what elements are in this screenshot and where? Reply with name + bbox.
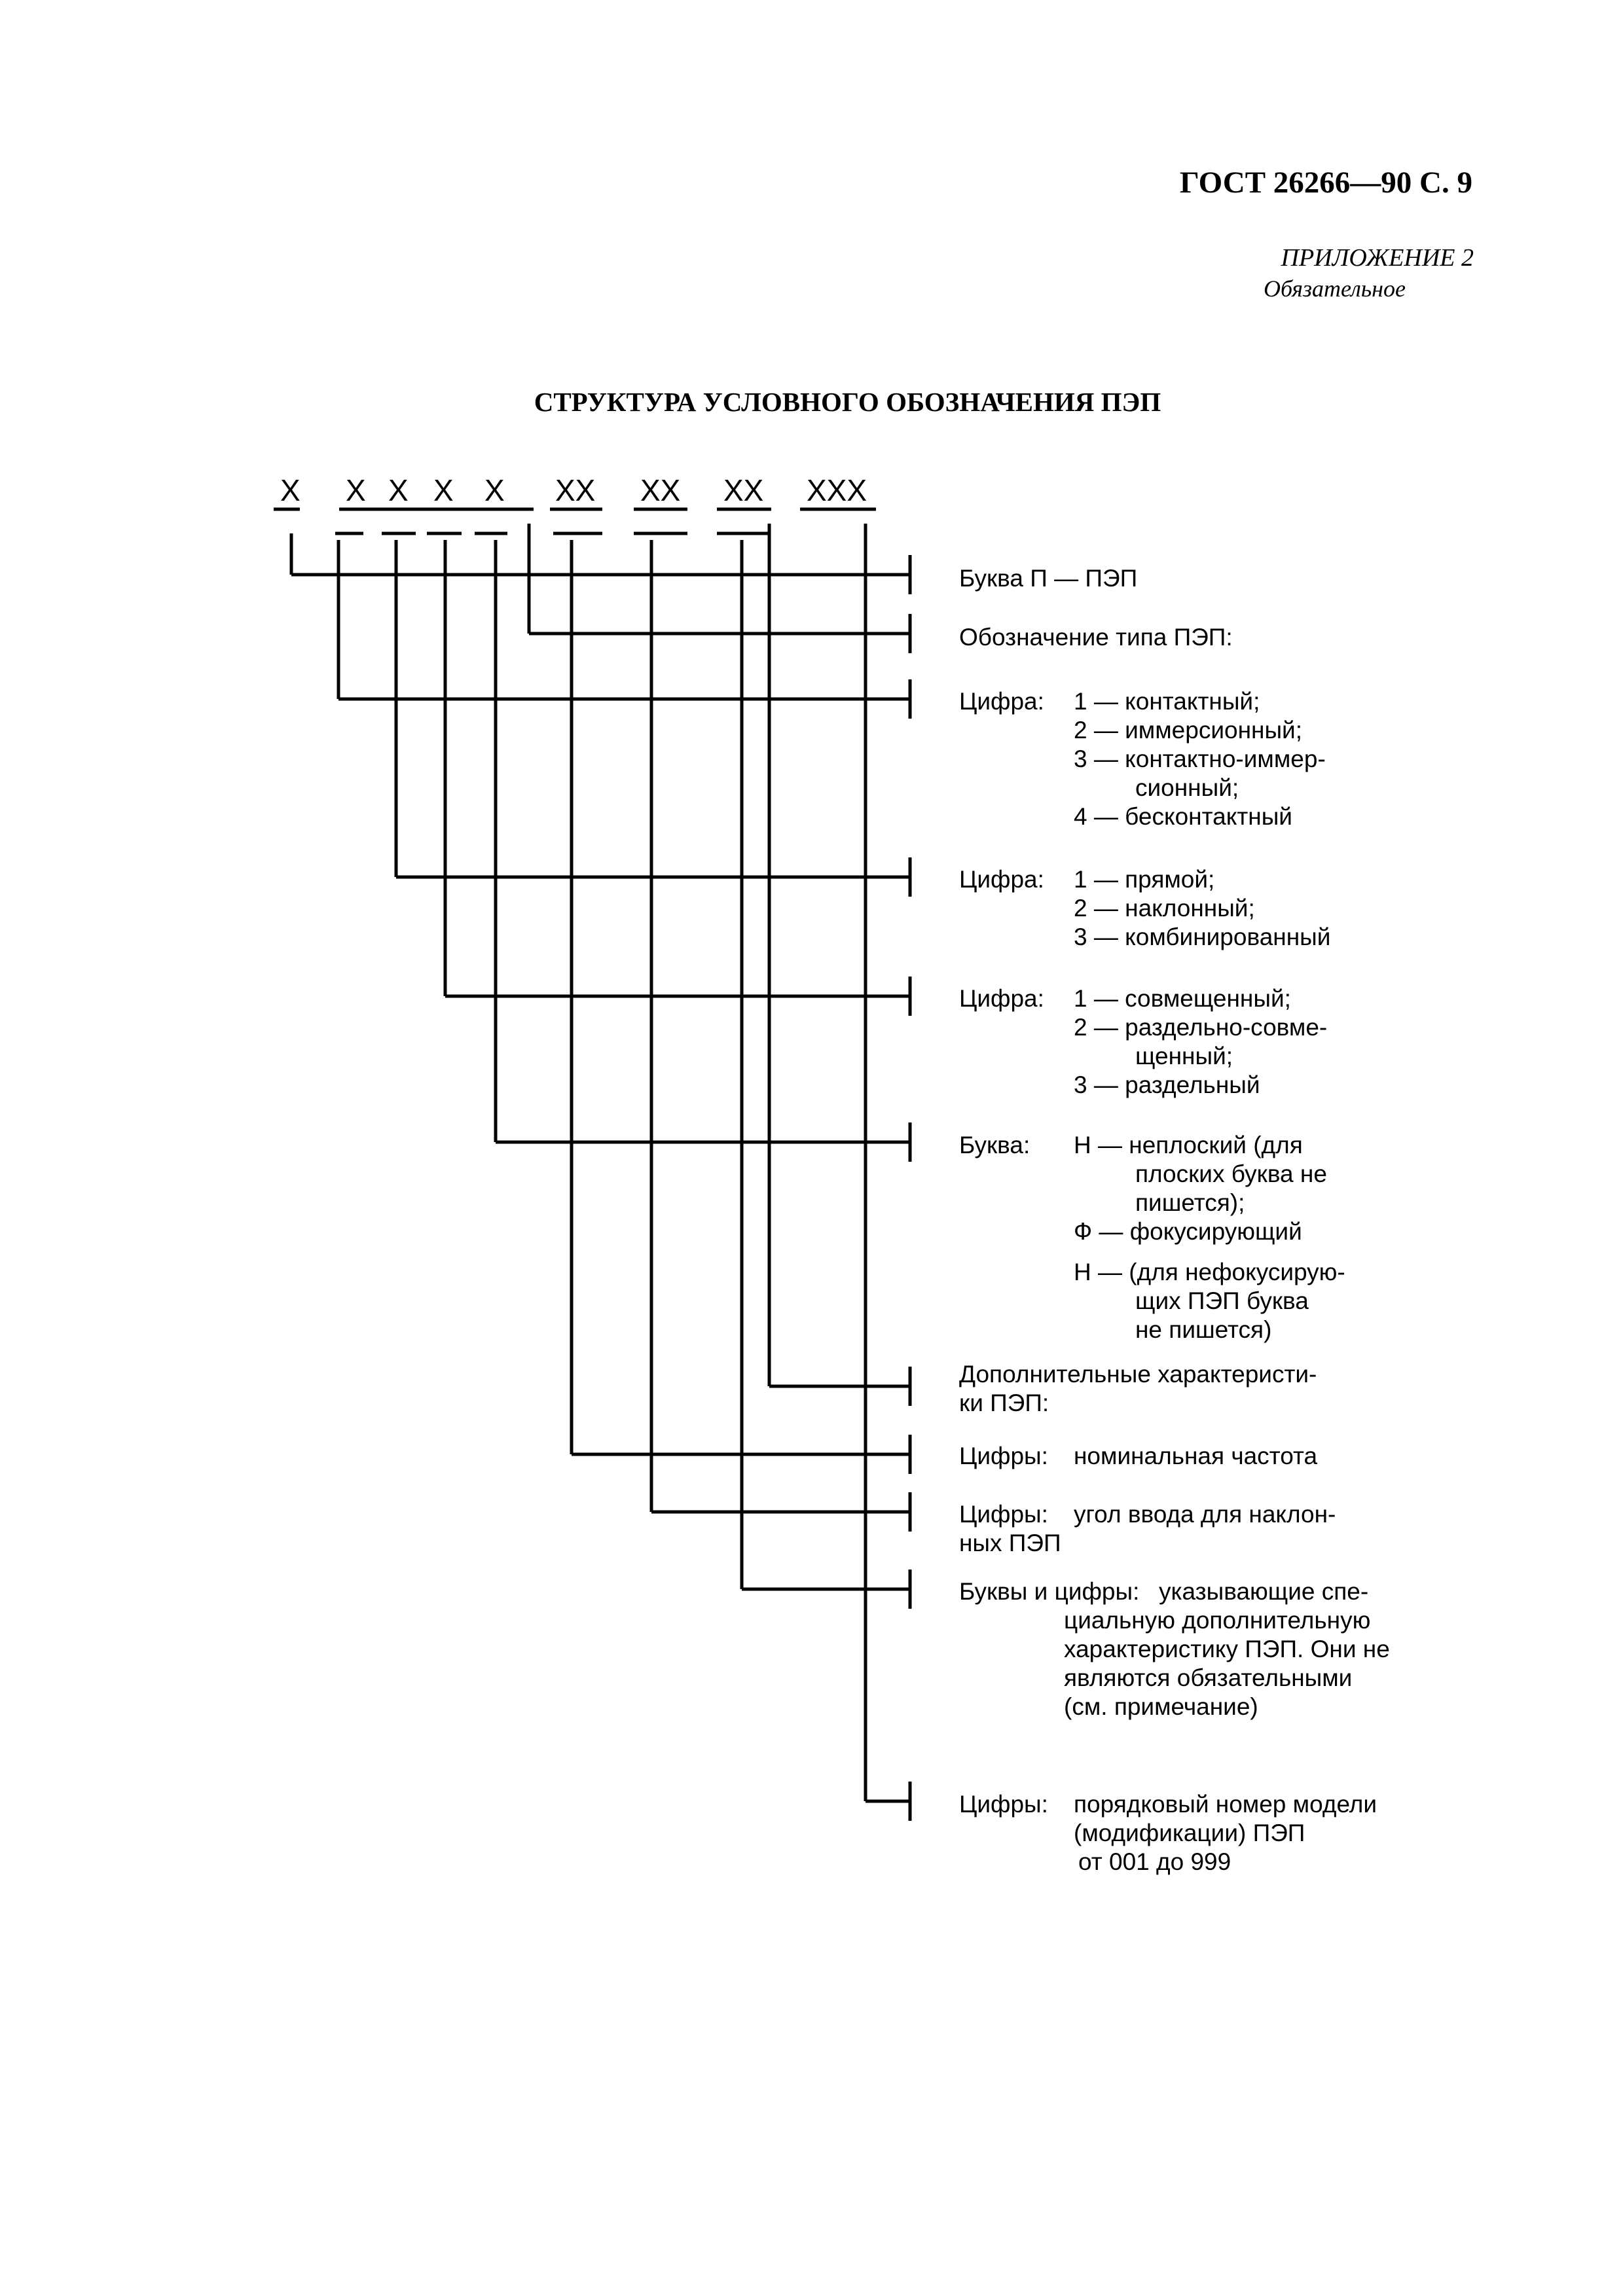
entry-text-line: Н — (для нефокусирую-	[1074, 1259, 1345, 1285]
entry-text-line: номинальная частота	[1074, 1443, 1318, 1469]
entry-text-line: плоских буква не	[1135, 1160, 1327, 1187]
entry-text-line: указывающие спе-	[1159, 1578, 1369, 1605]
entry-text-line: 1 — прямой;	[1074, 866, 1215, 893]
entry-text-line: от 001 до 999	[1078, 1848, 1231, 1875]
entry-text-line: Ф — фокусирующий	[1074, 1218, 1302, 1245]
entry-text-line: Обозначение типа ПЭП:	[959, 624, 1233, 651]
entry-text-line: 3 — раздельный	[1074, 1071, 1260, 1098]
entry-label: Цифры:	[959, 1791, 1048, 1818]
entry-text-line: характеристику ПЭП. Они не	[1064, 1636, 1390, 1662]
entry-text-line: ки ПЭП:	[959, 1390, 1049, 1416]
entry-text-line: 2 — иммерсионный;	[1074, 717, 1302, 744]
code-char: Х	[280, 473, 301, 507]
standard-page-header: ГОСТ 26266—90 С. 9	[1179, 166, 1472, 200]
entry-text-line: являются обязательными	[1064, 1664, 1353, 1691]
entry-text-line: ных ПЭП	[959, 1530, 1061, 1556]
entry-text-line: (см. примечание)	[1064, 1693, 1258, 1720]
code-char: ХХХ	[807, 473, 867, 507]
entry-text-line: 4 — бесконтактный	[1074, 803, 1292, 830]
code-char: ХХ	[723, 473, 764, 507]
code-char: Х	[484, 473, 505, 507]
entry-text-line: щих ПЭП буква	[1135, 1287, 1309, 1314]
entry-text-line: циальную дополнительную	[1064, 1607, 1371, 1634]
code-char: ХХ	[555, 473, 596, 507]
entry-text-line: 1 — контактный;	[1074, 688, 1260, 715]
entry-text-line: не пишется)	[1135, 1316, 1272, 1343]
entry-text-line: сионный;	[1135, 774, 1239, 801]
entry-text-line: 3 — контактно-иммер-	[1074, 745, 1326, 772]
appendix-number: ПРИЛОЖЕНИЕ 2	[1281, 244, 1474, 272]
entry-text-line: 2 — раздельно-совме-	[1074, 1014, 1328, 1041]
document-title: СТРУКТУРА УСЛОВНОГО ОБОЗНАЧЕНИЯ ПЭП	[534, 387, 1161, 417]
entry-text-line: Н — неплоский (для	[1074, 1132, 1303, 1158]
code-char: Х	[433, 473, 454, 507]
entry-text-line: порядковый номер модели	[1074, 1791, 1377, 1818]
entry-text-line: Буква П — ПЭП	[959, 565, 1138, 592]
code-char: Х	[346, 473, 366, 507]
entry-label: Цифры:	[959, 1501, 1048, 1528]
entry-text-line: (модификации) ПЭП	[1074, 1820, 1305, 1846]
appendix-status: Обязательное	[1264, 276, 1406, 302]
entry-text-line: пишется);	[1135, 1189, 1245, 1216]
entry-text-line: угол ввода для наклон-	[1074, 1501, 1336, 1528]
entry-text-line: Дополнительные характеристи-	[959, 1361, 1317, 1388]
entry-label: Буквы и цифры:	[959, 1578, 1140, 1605]
entry-text-line: 2 — наклонный;	[1074, 895, 1255, 922]
code-char: Х	[388, 473, 409, 507]
entry-text-line: 3 — комбинированный	[1074, 924, 1331, 950]
code-char: ХХ	[640, 473, 681, 507]
entry-label: Цифра:	[959, 985, 1044, 1012]
entry-text-line: 1 — совмещенный;	[1074, 985, 1291, 1012]
entry-text-line: щенный;	[1135, 1043, 1233, 1069]
entry-label: Буква:	[959, 1132, 1030, 1158]
entry-label: Цифра:	[959, 688, 1044, 715]
entry-label: Цифры:	[959, 1443, 1048, 1469]
entry-label: Цифра:	[959, 866, 1044, 893]
